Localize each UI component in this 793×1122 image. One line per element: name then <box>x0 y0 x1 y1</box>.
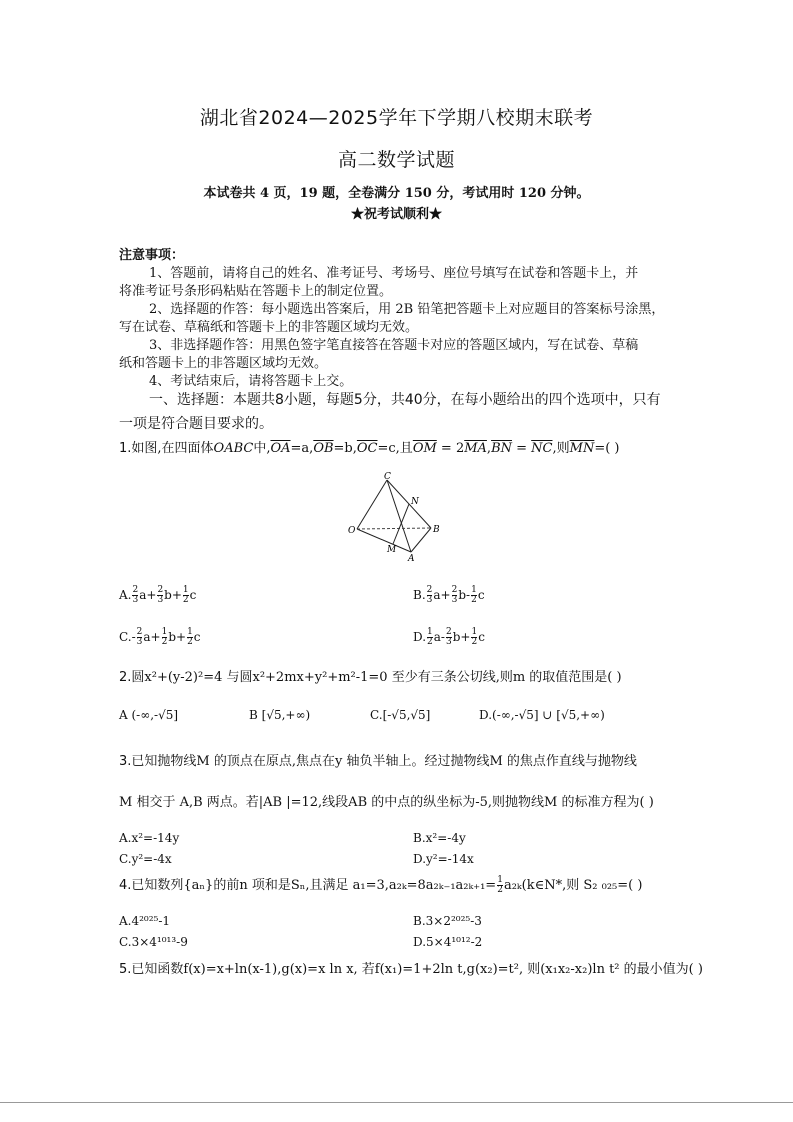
page-bottom-divider <box>0 1102 793 1103</box>
label-m: M <box>387 545 397 555</box>
q1-solid-name: OABC <box>213 441 254 456</box>
note-2-line-2: 写在试卷、草稿纸和答题卡上的非答题区域均无效。 <box>119 320 419 335</box>
vector-bn: $\overline{BN}$ <box>491 441 512 456</box>
question-5-number: 5. <box>119 962 132 977</box>
fraction: $\frac{1}{2}$ <box>427 627 433 647</box>
question-3-number: 3. <box>119 754 132 769</box>
fraction: $\frac{2}{3}$ <box>157 585 164 605</box>
label-b: B <box>433 525 440 535</box>
question-3-line-2: M 相交于 A,B 两点。若|AB |=12,线段AB 的中点的纵坐标为-5,则抛物线M 的标准方程为( ) <box>119 795 654 810</box>
q1-option-a[interactable]: A. $\frac{2}{3}$ a+ $\frac{2}{3}$ b+ $\frac{1}{2}$ c <box>119 585 197 605</box>
fraction: $\frac{2}{3}$ <box>451 585 458 605</box>
question-4-stem <box>119 874 642 895</box>
label-c: C <box>384 472 391 482</box>
exam-info: 本试卷共 4 页，19 题，全卷满分 150 分，考试用时 120 分钟。 <box>203 186 590 201</box>
fraction: $\frac{2}{3}$ <box>426 585 433 605</box>
q1-cond-2: = <box>512 441 532 456</box>
notes-heading: 注意事项： <box>119 248 185 263</box>
section-1-line-1: 一、选择题：本题共8小题，每题5分，共40分，在每小题给出的四个选项中，只有 <box>149 392 661 408</box>
q3-option-a[interactable]: A.x²=-14y <box>119 831 180 845</box>
fraction: $\frac{1}{2}$ <box>471 585 477 605</box>
label-a: A <box>408 554 415 562</box>
question-3-text-1: 已知抛物线M 的顶点在原点,焦点在y 轴负半轴上。经过抛物线M 的焦点作直线与抛物线 <box>131 754 637 769</box>
q3-option-c[interactable]: C.y²=-4x <box>119 852 172 866</box>
q1-answer-paren: =( ) <box>594 441 620 456</box>
fraction: $\frac{2}{3}$ <box>132 585 139 605</box>
question-5-text: 已知函数f(x)=x+ln(x-1),g(x)=x ln x, 若f(x₁)=1+2ln t,g(x₂)=t², 则(x₁x₂-x₂)ln t² 的最小值为( ) <box>131 962 703 977</box>
fraction: $\frac{1}{2}$ <box>497 875 503 895</box>
edge-co <box>357 480 387 529</box>
edge-ob-hidden <box>357 528 431 529</box>
fraction: $\frac{2}{3}$ <box>136 627 143 647</box>
note-3-line-2: 纸和答题卡上的非答题区域均无效。 <box>119 356 328 371</box>
edge-oa <box>357 529 411 552</box>
vector-om: $\overline{OM}$ <box>412 441 437 456</box>
note-3-line-1: 3、非选择题作答：用黑色签字笔直接答在答题卡对应的答题区域内，写在试卷、草稿 <box>149 338 639 353</box>
note-2-line-1: 2、选择题的作答：每小题选出答案后，用 2B 铅笔把答题卡上对应题目的答案标号涂黑， <box>149 302 665 317</box>
edge-ba <box>411 528 431 552</box>
label-n: N <box>411 497 419 507</box>
tetrahedron-figure <box>345 470 445 562</box>
q1-option-b[interactable]: B. $\frac{2}{3}$ a+ $\frac{2}{3}$ b- $\frac{1}{2}$ c <box>413 585 485 605</box>
question-2-number: 2. <box>119 670 132 685</box>
vector-oc: $\overline{OC}$ <box>356 441 378 456</box>
section-1-line-2: 一项是符合题目要求的。 <box>119 416 273 432</box>
q1-option-c-label: C.- <box>119 630 136 644</box>
q1-text-pre: 如图,在四面体 <box>131 441 214 456</box>
exam-subtitle: 高二数学试题 <box>337 149 455 171</box>
q1-eq-b: =b, <box>333 441 357 456</box>
q1-option-d-label: D. <box>413 630 427 644</box>
vector-oa: $\overline{OA}$ <box>270 441 291 456</box>
q4-option-c[interactable]: C.3×4¹⁰¹³-9 <box>119 935 188 949</box>
q1-text-mid: 中, <box>253 441 271 456</box>
q2-option-b[interactable]: B [√5,+∞) <box>249 708 311 722</box>
question-2-stem <box>119 666 622 685</box>
vector-ma: $\overline{MA}$ <box>464 441 487 456</box>
q3-option-b[interactable]: B.x²=-4y <box>413 831 466 845</box>
q1-eq-c: =c,且 <box>377 441 413 456</box>
note-1-line-2: 将准考证号条形码粘贴在答题卡上的制定位置。 <box>119 284 393 299</box>
fraction: $\frac{1}{2}$ <box>182 585 189 605</box>
q4-option-a[interactable]: A.4²⁰²⁵-1 <box>119 914 171 928</box>
note-4: 4、考试结束后，请将答题卡上交。 <box>149 374 353 389</box>
fraction: $\frac{1}{2}$ <box>161 627 168 647</box>
q1-comma: , <box>486 441 492 456</box>
exam-wish: ★祝考试顺利★ <box>350 207 442 222</box>
question-4-text-pre: 已知数列{aₙ}的前n 项和是Sₙ,且满足 a₁=3,a₂ₖ=8a₂ₖ₋₁a₂ₖ₊₁= <box>131 878 497 893</box>
q1-option-b-label: B. <box>413 588 426 602</box>
question-2-text: 圆x²+(y-2)²=4 与圆x²+2mx+y²+m²-1=0 至少有三条公切线,则m 的取值范围是( ) <box>131 670 622 685</box>
q2-option-a[interactable]: A (-∞,-√5] <box>119 708 179 722</box>
q1-then: ,则 <box>552 441 570 456</box>
q3-option-d[interactable]: D.y²=-14x <box>413 852 474 866</box>
vector-ob: $\overline{OB}$ <box>313 441 334 456</box>
fraction: $\frac{2}{3}$ <box>445 627 452 647</box>
note-1-line-1: 1、答题前，请将自己的姓名、准考证号、考场号、座位号填写在试卷和答题卡上，并 <box>149 266 639 281</box>
q2-option-d[interactable]: D.(-∞,-√5] ∪ [√5,+∞) <box>479 708 605 722</box>
question-4-text-post: a₂ₖ(k∈N*,则 S₂ ₀₂₅=( ) <box>503 878 643 893</box>
label-o: O <box>348 526 356 536</box>
fraction: $\frac{1}{2}$ <box>471 627 478 647</box>
q1-cond-1: = 2 <box>436 441 465 456</box>
q1-option-c[interactable]: C.- $\frac{2}{3}$ a+ $\frac{1}{2}$ b+ $\frac{1}{2}$ c <box>119 627 201 647</box>
fraction: $\frac{1}{2}$ <box>187 627 193 647</box>
q1-eq-a: =a, <box>290 441 314 456</box>
edge-ca <box>387 480 411 552</box>
q2-option-c[interactable]: C.[-√5,√5] <box>370 708 431 722</box>
q4-option-d[interactable]: D.5×4¹⁰¹²-2 <box>413 935 483 949</box>
question-3-line-1 <box>119 750 637 769</box>
question-5-stem <box>119 958 703 977</box>
exam-title: 湖北省2024—2025学年下学期八校期末联考 <box>199 107 594 129</box>
question-4-number: 4. <box>119 878 132 893</box>
question-1-number: 1. <box>119 441 132 456</box>
question-1-stem <box>119 437 620 456</box>
q1-option-a-label: A. <box>119 588 132 602</box>
vector-nc: $\overline{NC}$ <box>531 441 553 456</box>
q4-option-b[interactable]: B.3×2²⁰²⁵-3 <box>413 914 482 928</box>
q1-option-d[interactable]: D. $\frac{1}{2}$ a- $\frac{2}{3}$ b+ $\frac{1}{2}$ c <box>413 627 485 647</box>
vector-mn: $\overline{MN}$ <box>569 441 595 456</box>
